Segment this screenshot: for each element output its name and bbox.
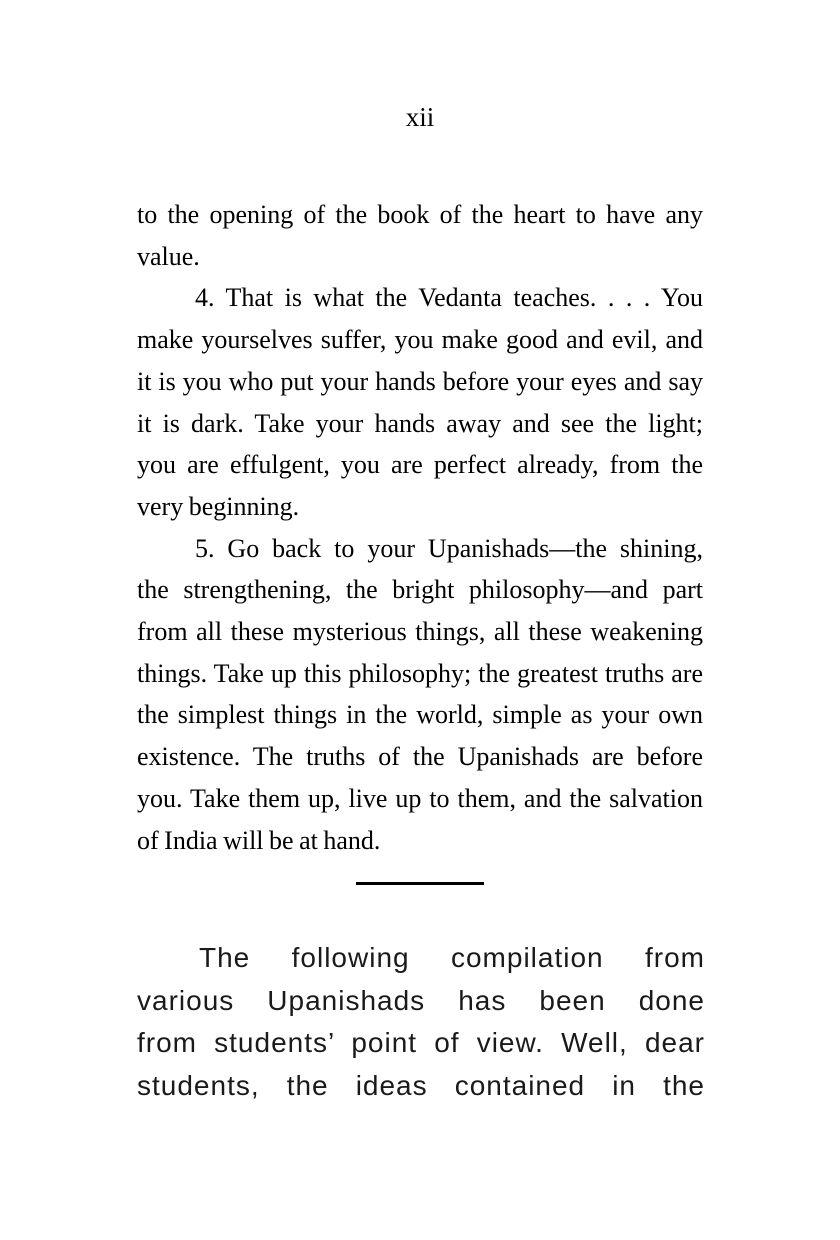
numbered-item-4 xyxy=(137,277,703,527)
text-line: the strengthening, the bright philosophy—and part xyxy=(137,575,703,605)
text-line: to the opening of the book of the heart to have any xyxy=(137,200,703,229)
text-line: value. xyxy=(137,241,200,271)
text-line: very beginning. xyxy=(137,491,300,521)
compilation-intro-paragraph xyxy=(137,937,705,1107)
text-line: it is you who put your hands before your eyes and say xyxy=(137,366,703,396)
text-line: various Upanishads has been done xyxy=(137,984,705,1016)
page-number: xii xyxy=(405,102,435,132)
text-line: 5. Go back to your Upanishads—the shining, xyxy=(195,533,703,563)
text-line: students, the ideas contained in the xyxy=(137,1069,705,1101)
text-line: from all these mysterious things, all these weakening xyxy=(137,617,703,647)
text-line: the simplest things in the world, simple as your own xyxy=(137,700,703,730)
body-text-block xyxy=(137,194,703,861)
text-line: 4. That is what the Vedanta teaches. . . . You xyxy=(195,283,703,313)
paragraph-continuation xyxy=(137,194,703,277)
text-line: existence. The truths of the Upanishads are before xyxy=(137,742,703,772)
text-line: The following compilation from xyxy=(199,942,705,973)
text-line: you are effulgent, you are perfect already, from the xyxy=(137,450,703,480)
text-line: you. Take them up, live up to them, and the salvation xyxy=(137,783,703,813)
text-line: of India will be at hand. xyxy=(137,825,381,855)
text-line: make yourselves suffer, you make good and evil, and xyxy=(137,325,703,355)
section-divider xyxy=(356,882,484,885)
text-line: it is dark. Take your hands away and see the light; xyxy=(137,408,703,438)
text-line: from students’ point of view. Well, dear xyxy=(137,1027,705,1059)
text-line: things. Take up this philosophy; the greatest truths are xyxy=(137,658,703,688)
numbered-item-5 xyxy=(137,528,703,862)
